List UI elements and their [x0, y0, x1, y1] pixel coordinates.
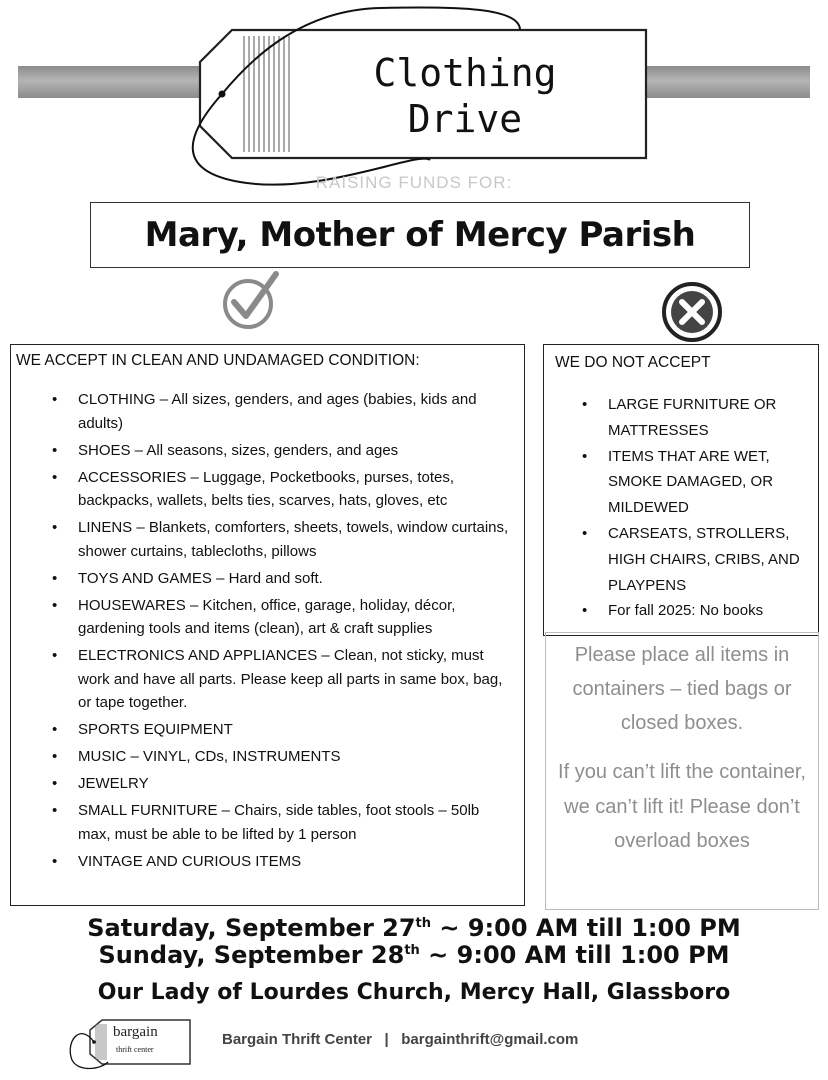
raising-funds-label: RAISING FUNDS FOR: — [315, 173, 513, 192]
list-item: • CLOTHING – All sizes, genders, and ages (babies, kids and adults) — [52, 388, 512, 435]
list-item: • ELECTRONICS AND APPLIANCES – Clean, not sticky, must work and have all parts. Please keep all parts in same box, bag, or tape together. — [52, 644, 512, 715]
list-item: • LINENS – Blankets, comforters, sheets, towels, window curtains, shower curtains, tablecloths, pillows — [52, 516, 512, 563]
list-item: • ITEMS THAT ARE WET, SMOKE DAMAGED, OR MILDEWED — [582, 444, 812, 521]
event-location: Our Lady of Lourdes Church, Mercy Hall, Glassboro — [97, 980, 731, 1005]
tag-title-line2: Drive — [407, 97, 523, 141]
list-item: • SPORTS EQUIPMENT — [52, 718, 512, 742]
bargain-thrift-logo — [60, 1012, 210, 1076]
date-saturday-time: ~ 9:00 AM till 1:00 PM — [431, 914, 741, 942]
tag-title — [300, 50, 630, 142]
list-item: • For fall 2025: No books — [582, 598, 812, 624]
accept-list — [52, 388, 512, 877]
parish-name: Mary, Mother of Mercy Parish — [144, 215, 696, 255]
date-sunday-time: ~ 9:00 AM till 1:00 PM — [419, 941, 730, 969]
list-item: • SHOES – All seasons, sizes, genders, and ages — [52, 439, 512, 463]
date-sunday-suffix: th — [404, 943, 420, 958]
date-saturday-day: Saturday, September 27 — [87, 914, 416, 942]
list-item: • TOYS AND GAMES – Hard and soft. — [52, 567, 512, 591]
list-item: • VINTAGE AND CURIOUS ITEMS — [52, 850, 512, 874]
lift-instruction: If you can’t lift the container, we can’t lift it! Please don’t overload boxes — [558, 761, 806, 852]
date-saturday-suffix: th — [415, 916, 432, 931]
footer-contact — [222, 1031, 578, 1048]
list-item: • SMALL FURNITURE – Chairs, side tables, foot stools – 50lb max, must be able to be lifted by 1 person — [52, 799, 512, 846]
date-sunday-day: Sunday, September 28 — [98, 941, 405, 969]
date-saturday — [0, 914, 828, 942]
reject-list — [582, 392, 812, 624]
parish-box — [90, 202, 750, 268]
x-circle-icon — [660, 280, 724, 344]
logo-subword: thrift center — [116, 1045, 154, 1054]
footer-email[interactable]: bargainthrift@gmail.com — [401, 1031, 579, 1048]
tag-title-line1: Clothing — [373, 51, 557, 95]
accept-heading: WE ACCEPT IN CLEAN AND UNDAMAGED CONDITION: — [16, 352, 420, 369]
check-circle-icon — [220, 268, 284, 332]
footer-org: Bargain Thrift Center — [222, 1031, 373, 1048]
list-item: • JEWELRY — [52, 772, 512, 796]
date-sunday — [0, 941, 828, 969]
list-item: • MUSIC – VINYL, CDs, INSTRUMENTS — [52, 745, 512, 769]
list-item: • CARSEATS, STROLLERS, HIGH CHAIRS, CRIBS, AND PLAYPENS — [582, 521, 812, 598]
logo-word: bargain — [113, 1024, 158, 1040]
reject-heading: WE DO NOT ACCEPT — [555, 354, 711, 371]
list-item: • LARGE FURNITURE OR MATTRESSES — [582, 392, 812, 444]
footer-separator: | — [384, 1031, 389, 1048]
containers-instruction: Please place all items in containers – tied bags or closed boxes. — [572, 644, 792, 734]
list-item: • ACCESSORIES – Luggage, Pocketbooks, purses, totes, backpacks, wallets, belts ties, scarves, hats, gloves, etc — [52, 466, 512, 513]
list-item: • HOUSEWARES – Kitchen, office, garage, holiday, décor, gardening tools and items (clean), art & craft supplies — [52, 594, 512, 641]
